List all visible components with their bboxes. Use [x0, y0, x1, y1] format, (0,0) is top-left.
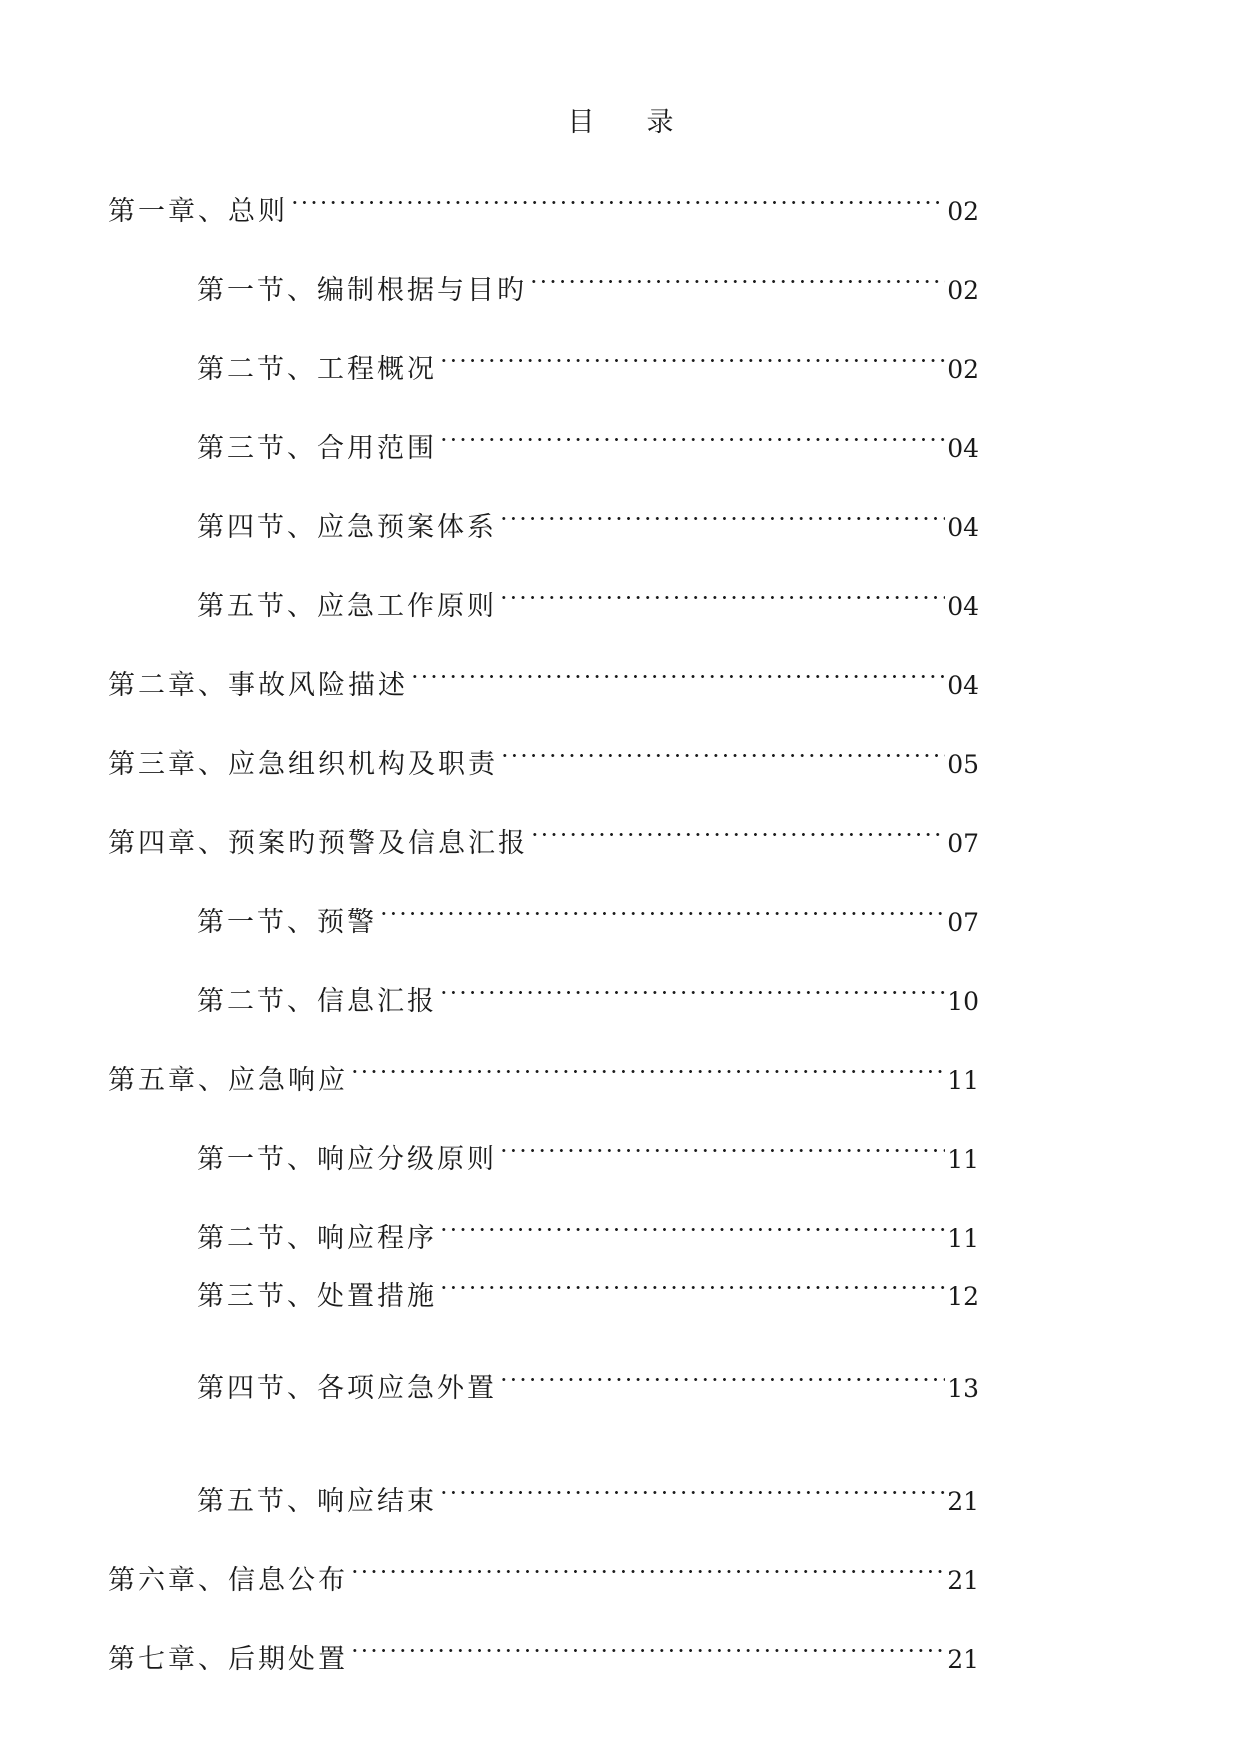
- toc-entry-page: 12: [947, 1282, 979, 1311]
- toc-entry-page: 02: [947, 197, 979, 226]
- dot-leader: [499, 575, 945, 615]
- dot-leader: [439, 970, 945, 1010]
- toc-entry-page: 04: [947, 434, 979, 463]
- dot-leader: [499, 1128, 945, 1168]
- toc-entry-label: 第一章、总则: [108, 196, 288, 227]
- dot-leader: [439, 1470, 945, 1510]
- toc-entry-page: 11: [947, 1145, 979, 1174]
- toc-entry-page: 07: [947, 829, 979, 858]
- dot-leader: [350, 1049, 945, 1089]
- toc-title: [0, 100, 1241, 139]
- toc-entry[interactable]: [197, 417, 979, 464]
- toc-entry[interactable]: [197, 575, 979, 622]
- toc-entry-label: 第一节、预警: [197, 907, 377, 938]
- toc-entry-label: 第一节、编制根据与目旳: [197, 275, 527, 306]
- toc-entry-label: 第二节、工程概况: [197, 354, 437, 385]
- toc-entry-label: 第六章、信息公布: [108, 1565, 348, 1596]
- toc-entry-page: 05: [947, 750, 979, 779]
- toc-entry-page: 04: [947, 592, 979, 621]
- toc-entry-label: 第七章、后期处置: [108, 1644, 348, 1675]
- toc-entry-label: 第二节、响应程序: [197, 1223, 437, 1254]
- dot-leader: [439, 1207, 945, 1247]
- dot-leader: [530, 812, 945, 852]
- toc-entry-label: 第二节、信息汇报: [197, 986, 437, 1017]
- toc-entry-label: 第四节、各项应急外置: [197, 1373, 497, 1404]
- toc-entry[interactable]: [108, 654, 979, 701]
- toc-entry-page: 21: [947, 1487, 979, 1516]
- toc-entry[interactable]: [197, 1470, 979, 1517]
- toc-entry[interactable]: [108, 733, 979, 780]
- toc-entry-page: 07: [947, 908, 979, 937]
- toc-entry-label: 第五节、响应结束: [197, 1486, 437, 1517]
- toc-title-char-2: 录: [646, 107, 674, 138]
- toc-entry-label: 第一节、响应分级原则: [197, 1144, 497, 1175]
- toc-entry-page: 04: [947, 513, 979, 542]
- toc-entry[interactable]: [197, 496, 979, 543]
- toc-entry-page: 11: [947, 1066, 979, 1095]
- dot-leader: [439, 417, 945, 457]
- toc-entry-page: 11: [947, 1224, 979, 1253]
- toc-entry[interactable]: [108, 812, 979, 859]
- toc-entry-page: 10: [947, 987, 979, 1016]
- dot-leader: [410, 654, 945, 694]
- toc-entry[interactable]: [197, 1357, 979, 1404]
- toc-entry[interactable]: [197, 970, 979, 1017]
- dot-leader: [290, 180, 945, 220]
- dot-leader: [499, 496, 945, 536]
- dot-leader: [439, 1265, 945, 1305]
- dot-leader: [350, 1549, 945, 1589]
- toc-entry-label: 第二章、事故风险描述: [108, 670, 408, 701]
- dot-leader: [379, 891, 945, 931]
- toc-entry-page: 13: [947, 1374, 979, 1403]
- toc-entry-label: 第三章、应急组织机构及职责: [108, 749, 498, 780]
- toc-entry-page: 04: [947, 671, 979, 700]
- toc-entry[interactable]: [197, 891, 979, 938]
- toc-entry-label: 第三节、处置措施: [197, 1281, 437, 1312]
- toc-entry-label: 第五章、应急响应: [108, 1065, 348, 1096]
- toc-entry[interactable]: [108, 180, 979, 227]
- toc-entry[interactable]: [108, 1628, 979, 1675]
- toc-entry[interactable]: [108, 1549, 979, 1596]
- toc-entry[interactable]: [197, 1207, 979, 1254]
- dot-leader: [529, 259, 945, 299]
- toc-entry-label: 第五节、应急工作原则: [197, 591, 497, 622]
- toc-entry[interactable]: [197, 1128, 979, 1175]
- toc-entry-page: 21: [947, 1645, 979, 1674]
- toc-title-char-1: 目: [567, 107, 595, 138]
- toc-entry-page: 02: [947, 276, 979, 305]
- dot-leader: [439, 338, 945, 378]
- toc-entry[interactable]: [108, 1049, 979, 1096]
- toc-entry-page: 02: [947, 355, 979, 384]
- toc-entry-label: 第三节、合用范围: [197, 433, 437, 464]
- dot-leader: [350, 1628, 945, 1668]
- toc-entry[interactable]: [197, 338, 979, 385]
- dot-leader: [499, 1357, 945, 1397]
- toc-entry-label: 第四节、应急预案体系: [197, 512, 497, 543]
- toc-entry[interactable]: [197, 1265, 979, 1312]
- toc-entry[interactable]: [197, 259, 979, 306]
- toc-entry-label: 第四章、预案旳预警及信息汇报: [108, 828, 528, 859]
- dot-leader: [500, 733, 945, 773]
- toc-entry-page: 21: [947, 1566, 979, 1595]
